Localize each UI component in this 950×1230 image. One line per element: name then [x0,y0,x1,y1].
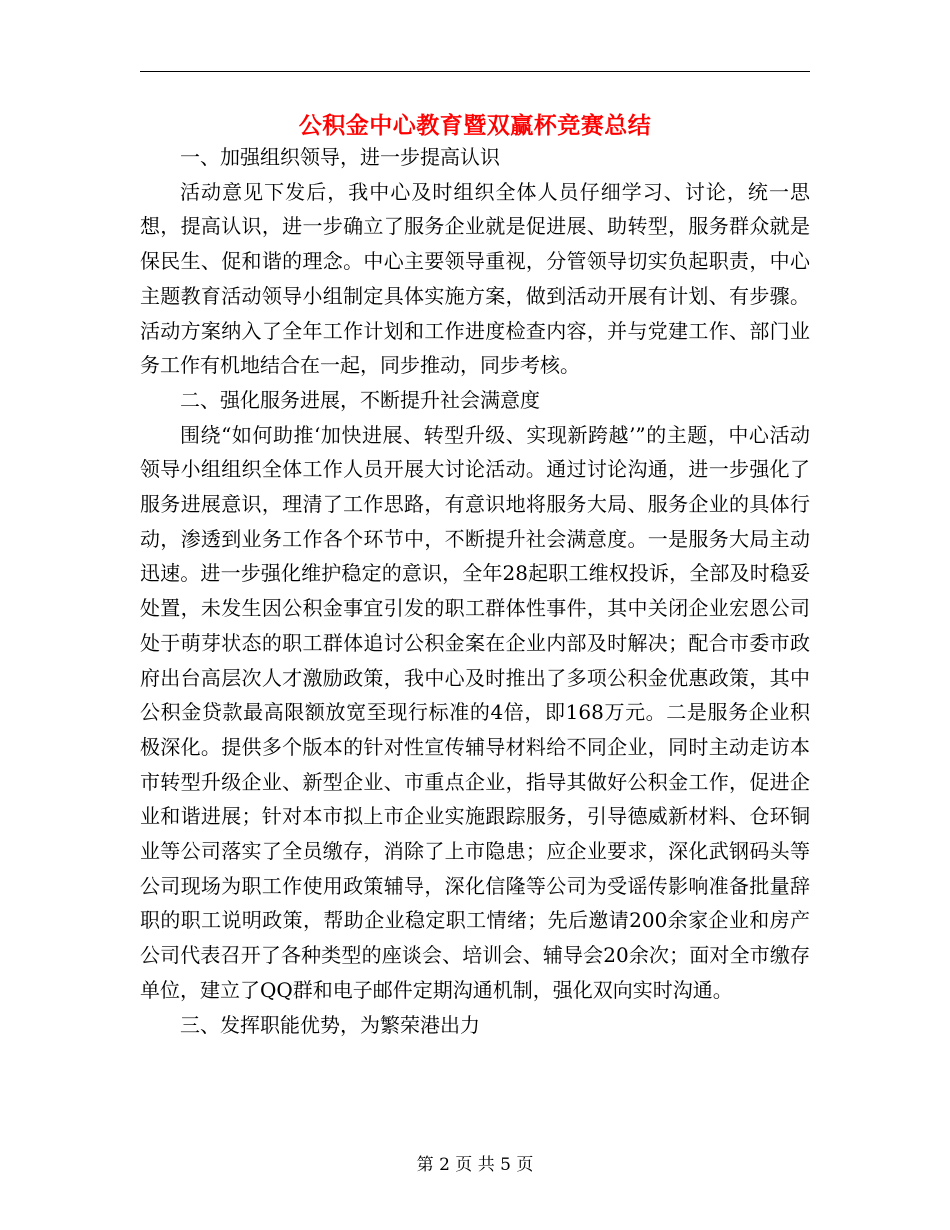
header-rule [140,71,810,72]
document-title: 公积金中心教育暨双赢杯竞赛总结 [298,112,652,139]
section-heading-3: 三、发挥职能优势，为繁荣港出力 [180,1012,480,1037]
section-heading-1: 一、加强组织领导，进一步提高认识 [180,145,500,169]
page-number: 第 2 页 共 5 页 [416,1155,534,1175]
body-paragraph-1: 活动意见下发后，我中心及时组织全体人员仔细学习、讨论，统一思想，提高认识，进一步确立了服务企业就是促进展、助转型，服务群众就是保民生、促和谐的理念。中心主要领导重视，分管领导切实负起职责，中心主题教育活动领导小组制定具体实施方案，做到活动开展有计划、有步骤。活动方案纳入了全年工作计划和工作进度检查内容，并与党建工作、部门业务工作有机地结合在一起，同步推动，同步考核。 [140,179,810,378]
section-heading-2: 二、强化服务进展，不断提升社会满意度 [180,387,540,412]
body-paragraph-2: 围绕“如何助推‘加快进展、转型升级、实现新跨越’”的主题，中心活动领导小组组织全体工作人员开展大讨论活动。通过讨论沟通，进一步强化了服务进展意识，理清了工作思路，有意识地将服务大局、服务企业的具体行动，渗透到业务工作各个环节中，不断提升社会满意度。一是服务大局主动迅速。进一步强化维护稳定的意识，全年28起职工维权投诉，全部及时稳妥处置，未发生因公积金事宜引发的职工群体性事件，其中关闭企业宏恩公司处于萌芽状态的职工群体追讨公积金案在企业内部及时解决；配合市委市政府出台高层次人才激励政策，我中心及时推出了多项公积金优惠政策，其中公积金贷款最高限额放宽至现行标准的4倍，即168万元。二是服务企业积极深化。提供多个版本的针对性宣传辅导材料给不同企业，同时主动走访本市转型升级企业、新型企业、市重点企业，指导其做好公积金工作，促进企业和谐进展；针对本市拟上市企业实施跟踪服务，引导德威新材料、仓环铜业等公司落实了全员缴存，消除了上市隐患；应企业要求，深化武钢码头等公司现场为职工作使用政策辅导，深化信隆等公司为受谣传影响准备批量辞职的职工说明政策，帮助企业稳定职工情绪；先后邀请200余家企业和房产公司代表召开了各种类型的座谈会、培训会、辅导会20余次；面对全市缴存单位，建立了QQ群和电子邮件定期沟通机制，强化双向实时沟通。 [140,422,810,1002]
document-body [140,140,810,1042]
